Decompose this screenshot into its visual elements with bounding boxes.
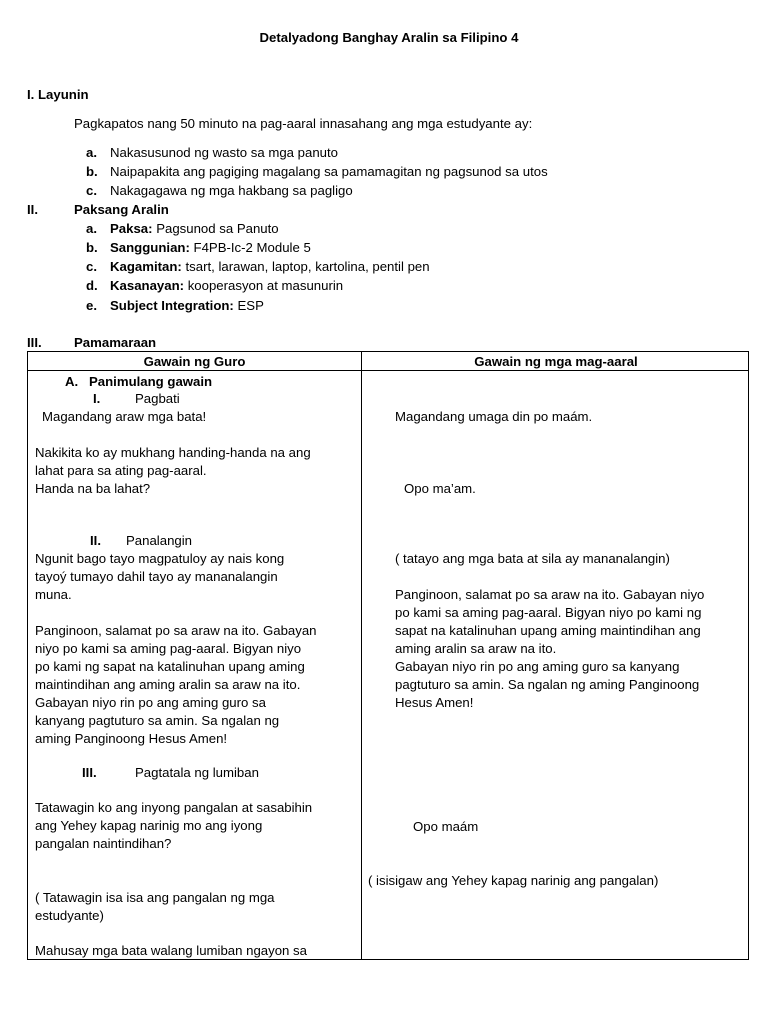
student-prayer-line: po kami sa aming pag-aaral. Bigyan niyo po kami ng: [395, 605, 702, 620]
subject-integration-letter: e.: [86, 298, 97, 313]
kasanayan-item: [110, 277, 343, 295]
kagamitan-letter: c.: [86, 259, 97, 274]
layunin-item: Nakasusunod ng wasto sa mga panuto: [110, 145, 338, 160]
paksa-value: Pagsunod sa Panuto: [152, 221, 279, 236]
teacher-line: ( Tatawagin isa isa ang pangalan ng mga: [35, 890, 275, 905]
teacher-line: estudyante): [35, 908, 104, 923]
teacher-line: Mahusay mga bata walang lumiban ngayon sa: [35, 943, 307, 958]
teacher-line: Ngunit bago tayo magpatuloy ay nais kong: [35, 551, 285, 566]
column-header-guro: Gawain ng Guro: [143, 354, 246, 369]
student-prayer-line: pagtuturo sa amin. Sa ngalan ng aming Panginoong: [395, 677, 700, 692]
layunin-item: Naipapakita ang pagiging magalang sa pamamagitan ng pagsunod sa utos: [110, 164, 548, 179]
section-a-heading: Panimulang gawain: [89, 374, 213, 389]
panalangin-heading: Panalangin: [126, 533, 192, 548]
teacher-line: Nakikita ko ay mukhang handing-handa na ang: [35, 445, 311, 460]
sanggunian-letter: b.: [86, 240, 98, 255]
teacher-prayer-line: po kami ng sapat na katalinuhan upang aming: [35, 659, 305, 674]
teacher-prayer-line: Gabayan niyo rin po ang aming guro sa: [35, 695, 266, 710]
kagamitan-item: [110, 258, 430, 276]
panalangin-number: II.: [90, 533, 101, 548]
table-column-divider: [361, 352, 362, 959]
sanggunian-item: [110, 239, 311, 257]
student-prayer-line: aming aralin sa araw na ito.: [395, 641, 557, 656]
sanggunian-label: Sanggunian:: [110, 240, 190, 255]
layunin-item-letter: b.: [86, 164, 98, 179]
layunin-intro: Pagkapatos nang 50 minuto na pag-aaral innasahang ang mga estudyante ay:: [74, 116, 533, 131]
paksang-aralin-number: II.: [27, 202, 38, 217]
teacher-prayer-line: kanyang pagtuturo sa amin. Sa ngalan ng: [35, 713, 280, 728]
student-action: ( tatayo ang mga bata at sila ay mananalangin): [395, 551, 670, 566]
student-prayer-line: Gabayan niyo rin po ang aming guro sa kanyang: [395, 659, 680, 674]
kagamitan-value: tsart, larawan, laptop, kartolina, pentil pen: [181, 259, 430, 274]
subject-integration-item: [110, 297, 264, 315]
sanggunian-value: F4PB-Ic-2 Module 5: [189, 240, 311, 255]
teacher-prayer-line: maintindihan ang aming aralin sa araw na ito.: [35, 677, 301, 692]
paksa-item: [110, 220, 279, 238]
student-action: ( isisigaw ang Yehey kapag narinig ang pangalan): [368, 873, 659, 888]
teacher-line: Tatawagin ko ang inyong pangalan at sasabihin: [35, 800, 313, 815]
subject-integration-label: Subject Integration:: [110, 298, 234, 313]
student-prayer-line: Panginoon, salamat po sa araw na ito. Gabayan niyo: [395, 587, 705, 602]
lumiban-heading: Pagtatala ng lumiban: [135, 765, 259, 780]
paksang-aralin-heading: Paksang Aralin: [74, 202, 169, 217]
kagamitan-label: Kagamitan:: [110, 259, 182, 274]
lumiban-number: III.: [82, 765, 97, 780]
teacher-line: Handa na ba lahat?: [35, 481, 151, 496]
layunin-heading: I. Layunin: [27, 87, 89, 102]
layunin-item-letter: c.: [86, 183, 97, 198]
kasanayan-letter: d.: [86, 278, 98, 293]
teacher-line: muna.: [35, 587, 72, 602]
student-greeting: Magandang umaga din po maám.: [395, 409, 593, 424]
student-prayer-line: sapat na katalinuhan upang aming maintindihan ang: [395, 623, 701, 638]
teacher-prayer-line: Panginoon, salamat po sa araw na ito. Gabayan: [35, 623, 317, 638]
section-a-letter: A.: [65, 374, 79, 389]
teacher-line: pangalan naintindihan?: [35, 836, 172, 851]
column-header-magaaral: Gawain ng mga mag-aaral: [474, 354, 638, 369]
teacher-prayer-line: aming Panginoong Hesus Amen!: [35, 731, 228, 746]
layunin-item: Nakagagawa ng mga hakbang sa pagligo: [110, 183, 353, 198]
lesson-table: [27, 351, 749, 960]
teacher-line: lahat para sa ating pag-aaral.: [35, 463, 207, 478]
document-title: Detalyadong Banghay Aralin sa Filipino 4: [259, 30, 519, 45]
student-prayer-line: Hesus Amen!: [395, 695, 474, 710]
layunin-item-letter: a.: [86, 145, 97, 160]
teacher-prayer-line: niyo po kami sa aming pag-aaral. Bigyan niyo: [35, 641, 302, 656]
teacher-greeting: Magandang araw mga bata!: [42, 409, 207, 424]
teacher-line: ang Yehey kapag narinig mo ang iyong: [35, 818, 263, 833]
student-response: Opo ma’am.: [404, 481, 476, 496]
pagbati-heading: Pagbati: [135, 391, 180, 406]
kasanayan-value: kooperasyon at masunurin: [184, 278, 344, 293]
pamamaraan-number: III.: [27, 335, 42, 350]
pagbati-number: I.: [93, 391, 101, 406]
paksa-label: Paksa:: [110, 221, 153, 236]
subject-integration-value: ESP: [233, 298, 264, 313]
paksa-letter: a.: [86, 221, 97, 236]
pamamaraan-heading: Pamamaraan: [74, 335, 157, 350]
kasanayan-label: Kasanayan:: [110, 278, 185, 293]
teacher-line: tayoý tumayo dahil tayo ay mananalangin: [35, 569, 278, 584]
student-response: Opo maám: [413, 819, 479, 834]
